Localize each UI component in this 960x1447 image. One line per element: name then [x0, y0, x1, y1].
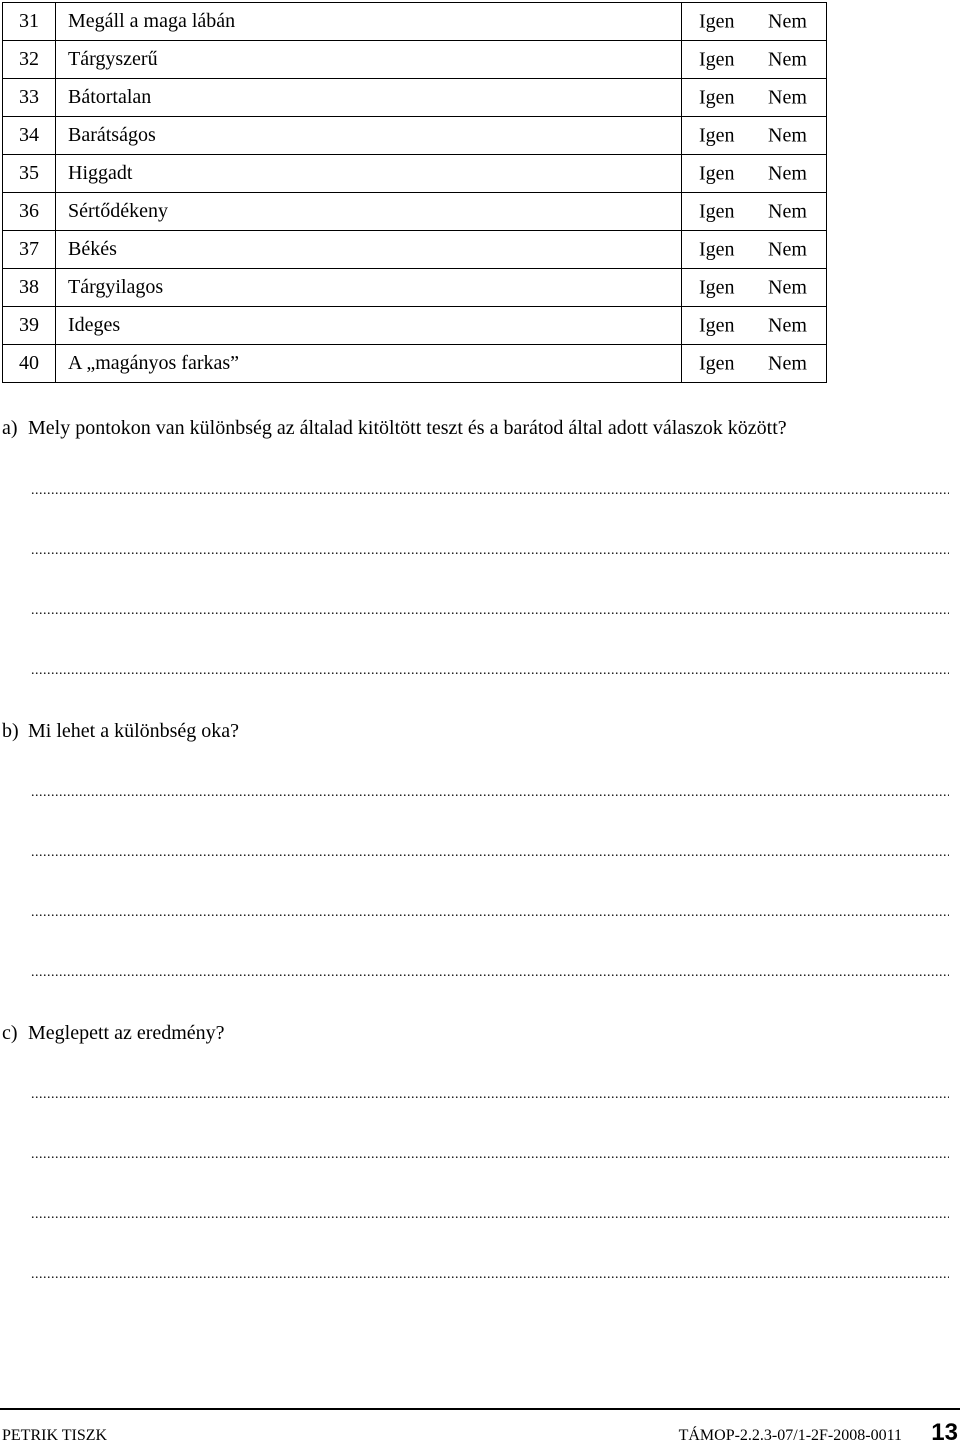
answer-line[interactable] [31, 604, 949, 618]
option-yes[interactable]: Igen [699, 10, 735, 32]
table-row [3, 307, 827, 345]
answer-line[interactable] [31, 484, 949, 498]
trait-label: Bátortalan [56, 79, 682, 117]
option-no[interactable]: Nem [768, 314, 807, 336]
row-number: 37 [3, 231, 56, 269]
trait-label: Békés [56, 231, 682, 269]
option-no[interactable]: Nem [768, 48, 807, 70]
footer-project-code: TÁMOP-2.2.3-07/1-2F-2008-0011 [678, 1427, 902, 1444]
trait-label: Higgadt [56, 155, 682, 193]
answer-line[interactable] [31, 1088, 949, 1102]
question-b [2, 720, 239, 743]
answer-line[interactable] [31, 1208, 949, 1222]
answer-line[interactable] [31, 1268, 949, 1282]
answer-line[interactable] [31, 1148, 949, 1162]
option-no[interactable]: Nem [768, 10, 807, 32]
row-number: 32 [3, 41, 56, 79]
footer-organization: PETRIK TISZK [2, 1427, 108, 1444]
row-number: 31 [3, 3, 56, 41]
table-row [3, 41, 827, 79]
row-number: 33 [3, 79, 56, 117]
trait-label: Ideges [56, 307, 682, 345]
table-row [3, 345, 827, 383]
option-yes[interactable]: Igen [699, 200, 735, 222]
table-row [3, 155, 827, 193]
row-number: 36 [3, 193, 56, 231]
option-yes[interactable]: Igen [699, 48, 735, 70]
option-no[interactable]: Nem [768, 352, 807, 374]
trait-label: Megáll a maga lábán [56, 3, 682, 41]
option-yes[interactable]: Igen [699, 276, 735, 298]
option-yes[interactable]: Igen [699, 124, 735, 146]
answer-line[interactable] [31, 966, 949, 980]
trait-label: A „magányos farkas” [56, 345, 682, 383]
answer-options [682, 193, 827, 231]
answer-line[interactable] [31, 664, 949, 678]
option-no[interactable]: Nem [768, 124, 807, 146]
row-number: 40 [3, 345, 56, 383]
footer-divider [0, 1408, 960, 1410]
table-row [3, 231, 827, 269]
table-row [3, 79, 827, 117]
option-no[interactable]: Nem [768, 200, 807, 222]
option-yes[interactable]: Igen [699, 238, 735, 260]
question-label: a) [2, 417, 18, 439]
answer-options [682, 231, 827, 269]
answer-options [682, 345, 827, 383]
answer-line[interactable] [31, 544, 949, 558]
option-yes[interactable]: Igen [699, 162, 735, 184]
option-no[interactable]: Nem [768, 162, 807, 184]
row-number: 35 [3, 155, 56, 193]
question-c [2, 1022, 225, 1045]
table-row [3, 193, 827, 231]
table-row [3, 3, 827, 41]
answer-line[interactable] [31, 786, 949, 800]
trait-label: Tárgyilagos [56, 269, 682, 307]
traits-table [2, 2, 827, 383]
trait-label: Sértődékeny [56, 193, 682, 231]
question-a [2, 417, 787, 440]
answer-options [682, 155, 827, 193]
question-text: Meglepett az eredmény? [28, 1022, 225, 1044]
row-number: 38 [3, 269, 56, 307]
answer-options [682, 269, 827, 307]
trait-label: Barátságos [56, 117, 682, 155]
page-number: 13 [931, 1419, 958, 1446]
row-number: 39 [3, 307, 56, 345]
answer-options [682, 41, 827, 79]
question-text: Mi lehet a különbség oka? [28, 720, 240, 742]
answer-options [682, 3, 827, 41]
answer-line[interactable] [31, 906, 949, 920]
option-no[interactable]: Nem [768, 86, 807, 108]
option-no[interactable]: Nem [768, 238, 807, 260]
trait-label: Tárgyszerű [56, 41, 682, 79]
option-yes[interactable]: Igen [699, 352, 735, 374]
option-yes[interactable]: Igen [699, 86, 735, 108]
answer-options [682, 79, 827, 117]
table-row [3, 117, 827, 155]
answer-options [682, 307, 827, 345]
answer-options [682, 117, 827, 155]
row-number: 34 [3, 117, 56, 155]
option-no[interactable]: Nem [768, 276, 807, 298]
question-label: b) [2, 720, 19, 742]
table-row [3, 269, 827, 307]
answer-line[interactable] [31, 846, 949, 860]
question-text: Mely pontokon van különbség az általad kitöltött teszt és a barátod által adott válaszok között? [28, 417, 787, 439]
question-label: c) [2, 1022, 18, 1044]
option-yes[interactable]: Igen [699, 314, 735, 336]
